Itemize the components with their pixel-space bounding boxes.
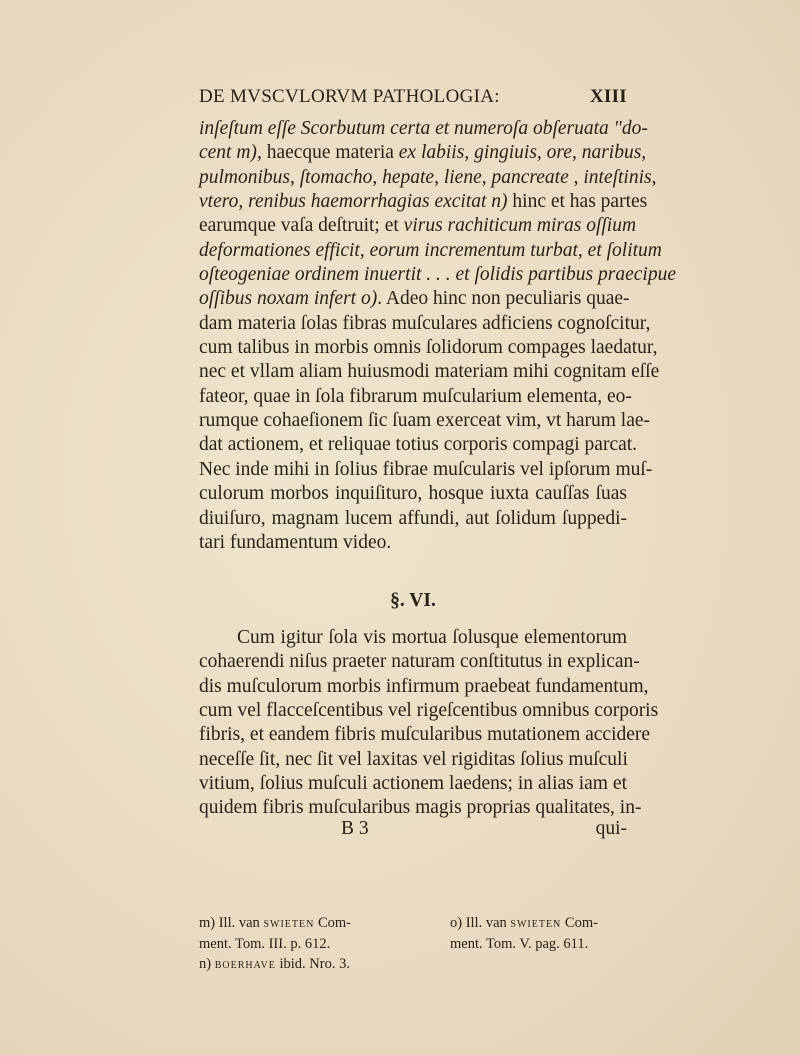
section-heading: §. VI. — [390, 590, 436, 611]
text-segment: . Adeo hinc non peculiaris quae- — [377, 288, 630, 310]
text-line — [199, 190, 648, 214]
text-segment: Nec inde mihi in ſolius fibrae muſcularis vel ipſorum muſ- — [199, 458, 653, 480]
signature-line — [199, 818, 627, 844]
footnote-text: ment. Tom. V. pag. 611. — [450, 935, 589, 952]
text-segment: hepate — [382, 166, 435, 188]
text-line — [199, 433, 638, 457]
text-line — [199, 409, 651, 433]
text-line — [199, 312, 651, 336]
text-segment: renibus haemorrhagias excitat n) — [248, 191, 508, 213]
text-segment: nec et vllam aliam huiusmodi materiam mihi cognitam eſſe — [199, 361, 660, 383]
text-segment: gingiuis — [474, 142, 537, 164]
paragraph-1 — [199, 117, 676, 555]
text-line — [199, 287, 630, 311]
text-segment: , — [464, 142, 475, 164]
page-number: XIII — [589, 86, 627, 107]
text-line — [199, 166, 657, 190]
running-header — [199, 86, 627, 112]
text-line — [199, 214, 637, 238]
text-line — [199, 141, 647, 165]
signature-mark: B 3 — [341, 818, 369, 839]
footnote-text: Com- — [314, 915, 351, 931]
footnote-text: n) — [199, 956, 215, 972]
text-line — [199, 650, 640, 674]
text-line — [199, 336, 658, 360]
text-line — [199, 385, 632, 409]
text-segment: , — [568, 166, 584, 188]
text-segment: earumque vaſa deſtruit; et — [199, 215, 404, 237]
text-line — [199, 263, 676, 287]
text-segment: , — [536, 142, 547, 164]
text-line — [199, 482, 627, 506]
text-line — [199, 507, 627, 531]
text-line — [199, 772, 627, 796]
text-segment: cent m) — [199, 142, 257, 164]
running-title: DE MVSCVLORVM PATHOLOGIA: — [199, 86, 500, 107]
text-segment: pulmonibus — [199, 166, 291, 188]
footnote-author: swieten — [263, 915, 315, 931]
text-segment: , — [290, 166, 300, 188]
footnote-line — [199, 954, 444, 975]
footnote-author: swieten — [510, 915, 562, 931]
footnote-text: ibid. Nro. 3. — [275, 956, 350, 972]
text-line — [199, 723, 651, 747]
footnote-text: ment. Tom. III. p. 612. — [199, 935, 331, 952]
text-line — [199, 458, 653, 482]
text-line — [199, 239, 662, 263]
text-line — [199, 748, 627, 772]
footnotes-left — [199, 913, 444, 975]
text-segment: cum talibus in morbis omnis ſolidorum compages laedatur, — [199, 337, 658, 359]
text-segment: pancreate — [491, 166, 569, 188]
text-segment: vitium, ſolius muſculi actionem laedens; in alias iam et — [199, 773, 627, 795]
footnote-line — [199, 913, 444, 934]
text-segment: oſſibus noxam infert o) — [199, 288, 378, 310]
text-segment: dam materia ſolas fibras muſculares adficiens cognoſcitur, — [199, 312, 651, 334]
footnote-text: o) Ill. van — [450, 915, 511, 931]
catchword: qui- — [595, 818, 627, 839]
footnote-line — [450, 913, 627, 934]
footnotes-right — [450, 913, 627, 954]
text-segment: Cum igitur ſola vis mortua ſolusque elementorum — [237, 627, 627, 648]
text-segment: ex labiis — [398, 142, 465, 164]
text-segment: , — [434, 166, 444, 188]
text-segment: inſeſtum eſſe Scorbutum certa et numeroſa obſeruata "do- — [199, 118, 648, 139]
text-segment: dat actionem, et reliquae totius corporis compagi parcat. — [199, 434, 638, 456]
text-segment: ſtomacho — [299, 166, 373, 188]
text-line — [199, 360, 660, 384]
text-segment: rumque cohaeſionem ſic ſuam exerceat vim, vt harum lae- — [199, 410, 651, 432]
text-line — [199, 626, 627, 650]
text-segment: , — [372, 166, 383, 188]
text-segment: neceſſe ſit, nec ſit vel laxitas vel rigiditas ſolius muſculi — [199, 748, 628, 770]
text-segment: , — [481, 166, 492, 188]
text-segment: ore — [546, 142, 572, 164]
text-segment: deformationes efficit, eorum incrementum turbat, et ſolitum — [199, 239, 662, 261]
text-segment: dis muſculorum morbis infirmum praebeat fundamentum, — [199, 675, 649, 697]
text-segment: inteſtinis — [583, 166, 652, 188]
text-segment: oſteogeniae ordinem inuertit . . . et ſolidis partibus praecipue — [199, 264, 676, 286]
text-segment: , — [641, 142, 647, 164]
footnote-text: m) Ill. van — [199, 915, 264, 931]
text-segment: diuiſuro, magnam lucem affundi, aut ſolidum ſuppedi- — [199, 507, 627, 529]
text-segment: quidem fibris muſcularibus magis proprias qualitates, in- — [199, 797, 642, 819]
text-segment: culorum morbos inquiſituro, hosque iuxta cauſſas ſuas — [199, 483, 627, 505]
text-segment: virus rachiticum miras oſſium — [403, 215, 637, 237]
text-line — [199, 117, 648, 141]
text-segment: tari fundamentum video. — [199, 531, 392, 553]
text-segment: hinc et has partes — [507, 191, 648, 213]
text-segment: , — [238, 191, 249, 213]
footnote-text: Com- — [561, 915, 598, 931]
text-segment: , — [651, 166, 657, 188]
text-segment: , — [571, 142, 582, 164]
paragraph-2 — [199, 626, 659, 821]
footnote-author: boerhave — [214, 956, 276, 972]
text-segment: fibris, et eandem fibris muſcularibus mutationem accidere — [199, 724, 651, 746]
footnote-line — [450, 934, 627, 955]
text-segment: , haecque materia — [256, 142, 399, 164]
text-line — [199, 699, 659, 723]
text-segment: liene — [443, 166, 482, 188]
text-line — [199, 675, 649, 699]
text-segment: naribus — [581, 142, 642, 164]
text-line — [199, 531, 627, 555]
text-segment: fateor, quae in ſola fibrarum muſcularium elementa, eo- — [199, 385, 632, 407]
footnote-line — [199, 934, 444, 955]
text-segment: cum vel flacceſcentibus vel rigeſcentibus omnibus corporis — [199, 700, 659, 722]
text-segment: cohaerendi niſus praeter naturam conſtitutus in explican- — [199, 651, 640, 673]
text-segment: vtero — [199, 191, 239, 213]
